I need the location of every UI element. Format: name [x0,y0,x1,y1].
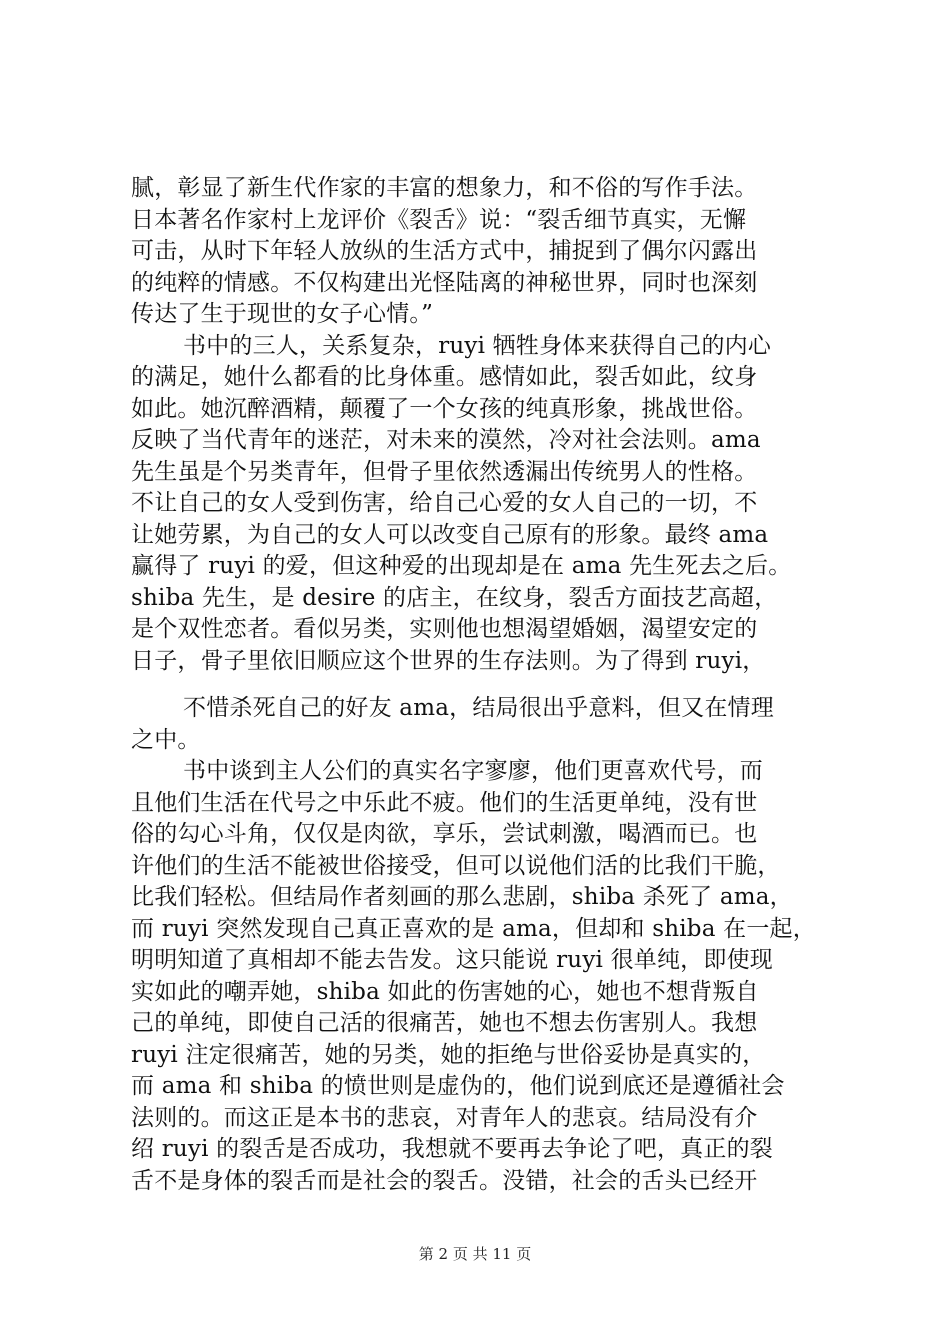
text-block-bottom [131,693,851,1197]
text-line: 腻，彰显了新生代作家的丰富的想象力，和不俗的写作手法。 [131,175,758,201]
text-line: ruyi 注定很痛苦，她的另类，她的拒绝与世俗妥协是真实的， [131,1041,766,1068]
text-line: 舌不是身体的裂舌而是社会的裂舌。没错，社会的舌头已经开 [131,1167,758,1194]
text-line: 而 ama 和 shiba 的愤世则是虚伪的，他们说到底还是遵循社会 [131,1073,785,1099]
text-line: 实如此的嘲弄她，shiba 如此的伤害她的心，她也不想背叛自 [131,978,759,1005]
text-line: 俗的勾心斗角，仅仅是肉欲，享乐，尝试刺激，喝酒而已。也 [131,821,758,847]
text-line: 让她劳累，为自己的女人可以改变自己原有的形象。最终 ama [131,521,769,548]
text-line: 可击，从时下年轻人放纵的生活方式中，捕捉到了偶尔闪露出 [131,238,758,264]
text-line: 许他们的生活不能被世俗接受，但可以说他们活的比我们干脆， [131,852,781,879]
text-line: 且他们生活在代号之中乐此不疲。他们的生活更单纯，没有世 [131,789,758,816]
text-line: 不让自己的女人受到伤害，给自己心爱的女人自己的一切，不 [131,490,758,516]
text-line: 己的单纯，即使自己活的很痛苦，她也不想去伤害别人。我想 [131,1010,758,1036]
text-line: 如此。她沉醉酒精，颠覆了一个女孩的纯真形象，挑战世俗。 [131,395,758,422]
text-line: 之中。 [131,726,201,753]
text-line: 而 ruyi 突然发现自己真正喜欢的是 ama，但却和 shiba 在一起， [131,915,816,942]
paragraph-start-line: 书中谈到主人公们的真实名字寥廖，他们更喜欢代号，而 [183,758,763,784]
text-line: shiba 先生，是 desire 的店主，在纹身，裂舌方面技艺高超， [131,584,778,611]
text-line: 日子，骨子里依旧顺应这个世界的生存法则。为了得到 ruyi， [131,647,766,674]
text-line: 比我们轻松。但结局作者刻画的那么悲剧，shiba 杀死了 ama， [131,884,793,910]
text-line: 的纯粹的情感。不仅构建出光怪陆离的神秘世界，同时也深刻 [131,269,758,296]
text-line: 日本著名作家村上龙评价《裂舌》说：“裂舌细节真实，无懈 [131,206,747,233]
text-line: 法则的。而这正是本书的悲哀，对青年人的悲哀。结局没有介 [131,1104,758,1131]
text-block-top [131,173,851,677]
text-line: 反映了当代青年的迷茫，对未来的漠然，冷对社会法则。ama [131,427,761,453]
text-line: 明明知道了真相却不能去告发。这只能说 ruyi 很单纯，即使现 [131,947,773,973]
text-line: 的满足，她什么都看的比身体重。感情如此，裂舌如此，纹身 [131,364,758,390]
text-line: 绍 ruyi 的裂舌是否成功，我想就不要再去争论了吧，真正的裂 [131,1136,773,1162]
paragraph-start-line: 不惜杀死自己的好友 ama，结局很出乎意料，但又在情理 [183,695,774,721]
paragraph-start-line: 书中的三人，关系复杂，ruyi 牺牲身体来获得自己的内心 [183,332,772,359]
page-footer: 第 2 页 共 11 页 [418,1245,532,1263]
text-line: 传达了生于现世的女子心情。” [131,301,434,327]
text-line: 先生虽是个另类青年，但骨子里依然透漏出传统男人的性格。 [131,458,758,485]
text-line: 是个双性恋者。看似另类，实则他也想渴望婚姻，渴望安定的 [131,616,758,642]
text-line: 赢得了 ruyi 的爱，但这种爱的出现却是在 ama 先生死去之后。 [131,553,792,579]
